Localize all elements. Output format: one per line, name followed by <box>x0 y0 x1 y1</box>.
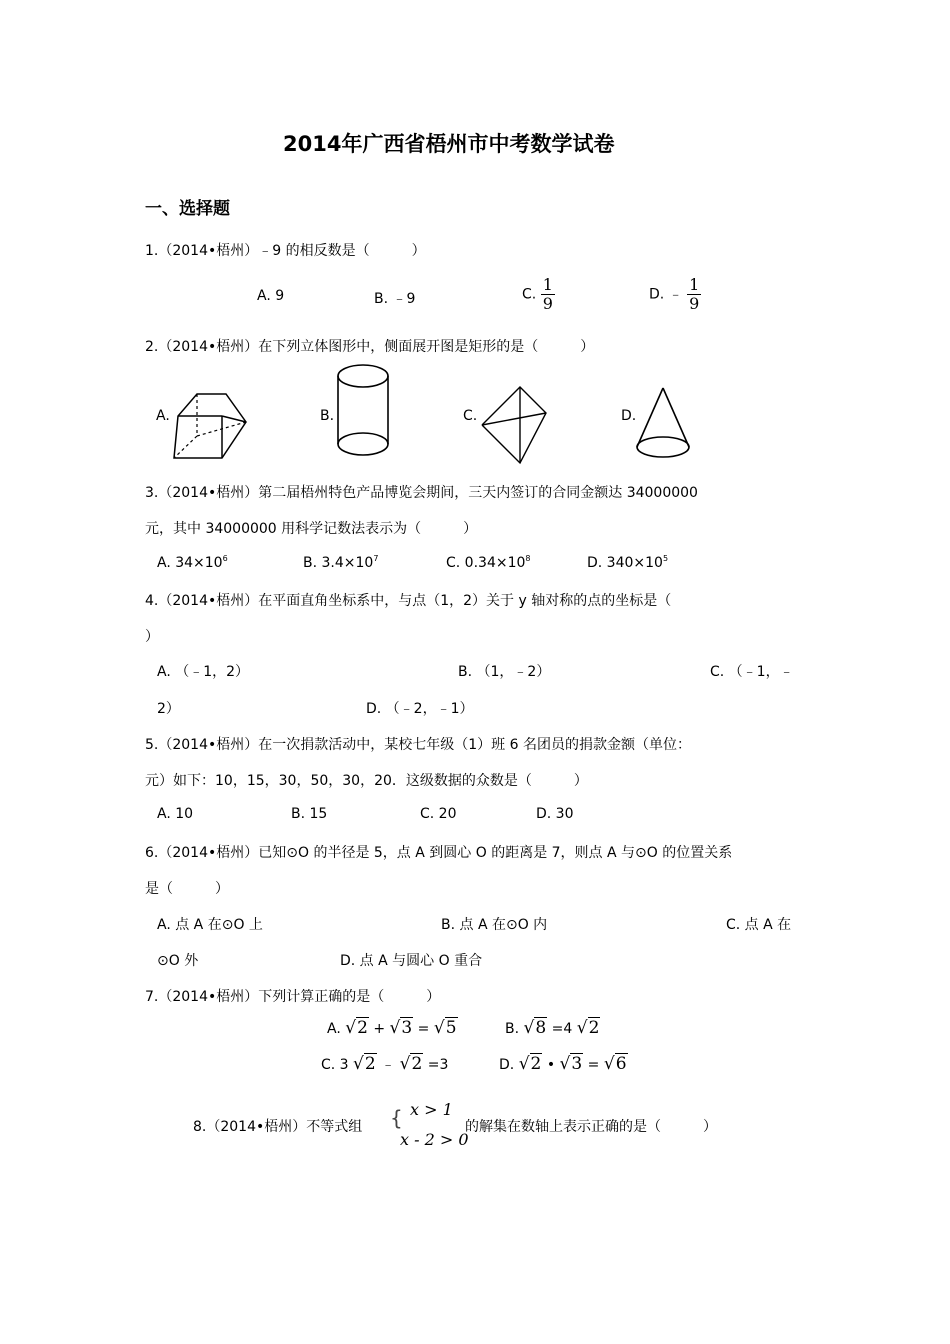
radicand: 5 <box>445 1018 457 1038</box>
q4-option-a: A. （﹣1，2） <box>157 664 250 680</box>
radicand: 2 <box>530 1054 542 1074</box>
cone-figure <box>634 385 692 461</box>
fraction-denominator: 9 <box>689 294 700 313</box>
q7-option-d <box>499 1054 628 1074</box>
q1-option-c <box>522 276 555 313</box>
q3-option-c-exponent: 8 <box>525 554 531 563</box>
equals: = <box>417 1021 430 1037</box>
question-5-line2: 元）如下：10，15，30，50，30，20．这级数据的众数是（ ） <box>145 773 588 789</box>
q6-option-c: C. 点 A 在 <box>726 917 792 933</box>
question-3-line1: 3.（2014•梧州）第二届梧州特色产品博览会期间，三天内签订的合同金额达 34000000 <box>145 485 698 501</box>
question-1-stem: 1.（2014•梧州）﹣9 的相反数是（ ） <box>145 243 426 259</box>
q1-option-d-fraction <box>687 276 701 313</box>
q3-option-d <box>587 554 668 571</box>
question-7-stem: 7.（2014•梧州）下列计算正确的是（ ） <box>145 989 441 1005</box>
page-title: 2014年广西省梧州市中考数学试卷 <box>283 132 615 156</box>
radicand: 3 <box>401 1018 413 1038</box>
system-brace-icon: { <box>390 1106 403 1130</box>
q3-option-d-exponent: 5 <box>662 554 669 563</box>
question-4-line2: ） <box>145 629 159 645</box>
q3-option-a-exponent: 6 <box>222 554 228 563</box>
equals: = <box>587 1057 600 1073</box>
q3-option-d-base: D. 340×10 <box>587 555 663 571</box>
prism-figure <box>170 390 250 462</box>
sqrt-term: √3 <box>389 1018 413 1038</box>
q7-option-a <box>327 1018 458 1038</box>
q5-option-d: D. 30 <box>536 806 574 822</box>
cylinder-figure <box>335 362 391 460</box>
q7-option-d-label: D. <box>499 1057 515 1073</box>
question-5-line1: 5.（2014•梧州）在一次捐款活动中，某校七年级（1）班 6 名团员的捐款金额（单位： <box>145 737 691 753</box>
q4-option-b: B. （1，﹣2） <box>458 664 551 680</box>
radicand: 2 <box>588 1018 600 1038</box>
q6-option-a: A. 点 A 在⊙O 上 <box>157 917 263 933</box>
q3-option-a <box>157 554 228 571</box>
q5-option-b: B. 15 <box>291 806 328 822</box>
tetrahedron-figure <box>478 385 550 467</box>
radicand: 2 <box>357 1018 368 1038</box>
sqrt-term: √2 <box>576 1018 600 1038</box>
q2-option-d-label: D. <box>621 408 637 424</box>
q1-option-b: B. ﹣9 <box>374 291 416 307</box>
fraction-numerator: 1 <box>689 275 700 294</box>
q7-option-b <box>505 1018 600 1038</box>
question-6-line1: 6.（2014•梧州）已知⊙O 的半径是 5，点 A 到圆心 O 的距离是 7，则点 A 与⊙O 的位置关系 <box>145 845 733 861</box>
sqrt-term: √2 <box>345 1018 368 1038</box>
q3-option-b-exponent: 7 <box>373 554 379 563</box>
q7-option-c <box>321 1054 448 1074</box>
q3-option-a-base: A. 34×10 <box>157 555 223 571</box>
q3-option-b <box>303 554 378 571</box>
radicand: 3 <box>571 1054 583 1074</box>
q4-option-c: C. （﹣1，﹣ <box>710 664 794 680</box>
radicand: 2 <box>364 1054 376 1074</box>
q5-option-c: C. 20 <box>420 806 457 822</box>
question-2-stem: 2.（2014•梧州）在下列立体图形中，侧面展开图是矩形的是（ ） <box>145 339 595 355</box>
operator: • <box>546 1057 556 1073</box>
sqrt-term: √5 <box>433 1018 457 1038</box>
section-heading: 一、选择题 <box>145 199 230 219</box>
inequality-2: x - 2 > 0 <box>400 1130 469 1149</box>
sqrt-term: √6 <box>603 1054 627 1074</box>
q1-option-d-label: D. ﹣ <box>649 286 683 303</box>
q6-option-b: B. 点 A 在⊙O 内 <box>441 917 548 933</box>
q7-option-c-label: C. 3 <box>321 1057 349 1073</box>
q1-option-d <box>649 276 701 313</box>
sqrt-term: √2 <box>399 1054 423 1074</box>
q4-option-d: D. （﹣2，﹣1） <box>366 701 474 717</box>
operator: ﹣ <box>381 1057 396 1073</box>
equals: =4 <box>551 1021 573 1037</box>
equals: =3 <box>427 1057 449 1073</box>
q3-option-b-base: B. 3.4×10 <box>303 555 374 571</box>
q1-option-a: A. 9 <box>257 288 285 304</box>
q3-option-c-base: C. 0.34×10 <box>446 555 526 571</box>
fraction-denominator: 9 <box>542 294 553 313</box>
q1-option-c-label: C. <box>522 286 537 303</box>
q6-option-c-continued: ⊙O 外 <box>157 953 199 969</box>
radicand: 8 <box>535 1018 547 1038</box>
sqrt-term: √2 <box>518 1054 542 1074</box>
question-3-line2: 元，其中 34000000 用科学记数法表示为（ ） <box>145 521 478 537</box>
q7-option-b-label: B. <box>505 1021 520 1037</box>
q5-option-a: A. 10 <box>157 806 194 822</box>
sqrt-term: √8 <box>523 1018 547 1038</box>
question-6-line2: 是（ ） <box>145 881 229 897</box>
radicand: 6 <box>615 1054 627 1074</box>
q2-option-c-label: C. <box>463 408 478 424</box>
q3-option-c <box>446 554 531 571</box>
question-8-suffix: 的解集在数轴上表示正确的是（ ） <box>465 1119 717 1135</box>
q4-option-c-continued: 2） <box>157 701 180 717</box>
radicand: 2 <box>411 1054 423 1074</box>
fraction-numerator: 1 <box>542 275 553 294</box>
sqrt-term: √2 <box>353 1054 376 1074</box>
q6-option-d: D. 点 A 与圆心 O 重合 <box>340 953 483 969</box>
sqrt-term: √3 <box>559 1054 583 1074</box>
question-4-line1: 4.（2014•梧州）在平面直角坐标系中，与点（1，2）关于 y 轴对称的点的坐标是（ <box>145 593 672 609</box>
inequality-1: x > 1 <box>410 1100 453 1119</box>
q1-option-c-fraction <box>541 276 555 313</box>
q2-option-a-label: A. <box>156 408 170 424</box>
operator: + <box>373 1021 386 1037</box>
q7-option-a-label: A. <box>327 1021 341 1037</box>
question-8-prefix: 8.（2014•梧州）不等式组 <box>193 1119 363 1135</box>
q2-option-b-label: B. <box>320 408 335 424</box>
